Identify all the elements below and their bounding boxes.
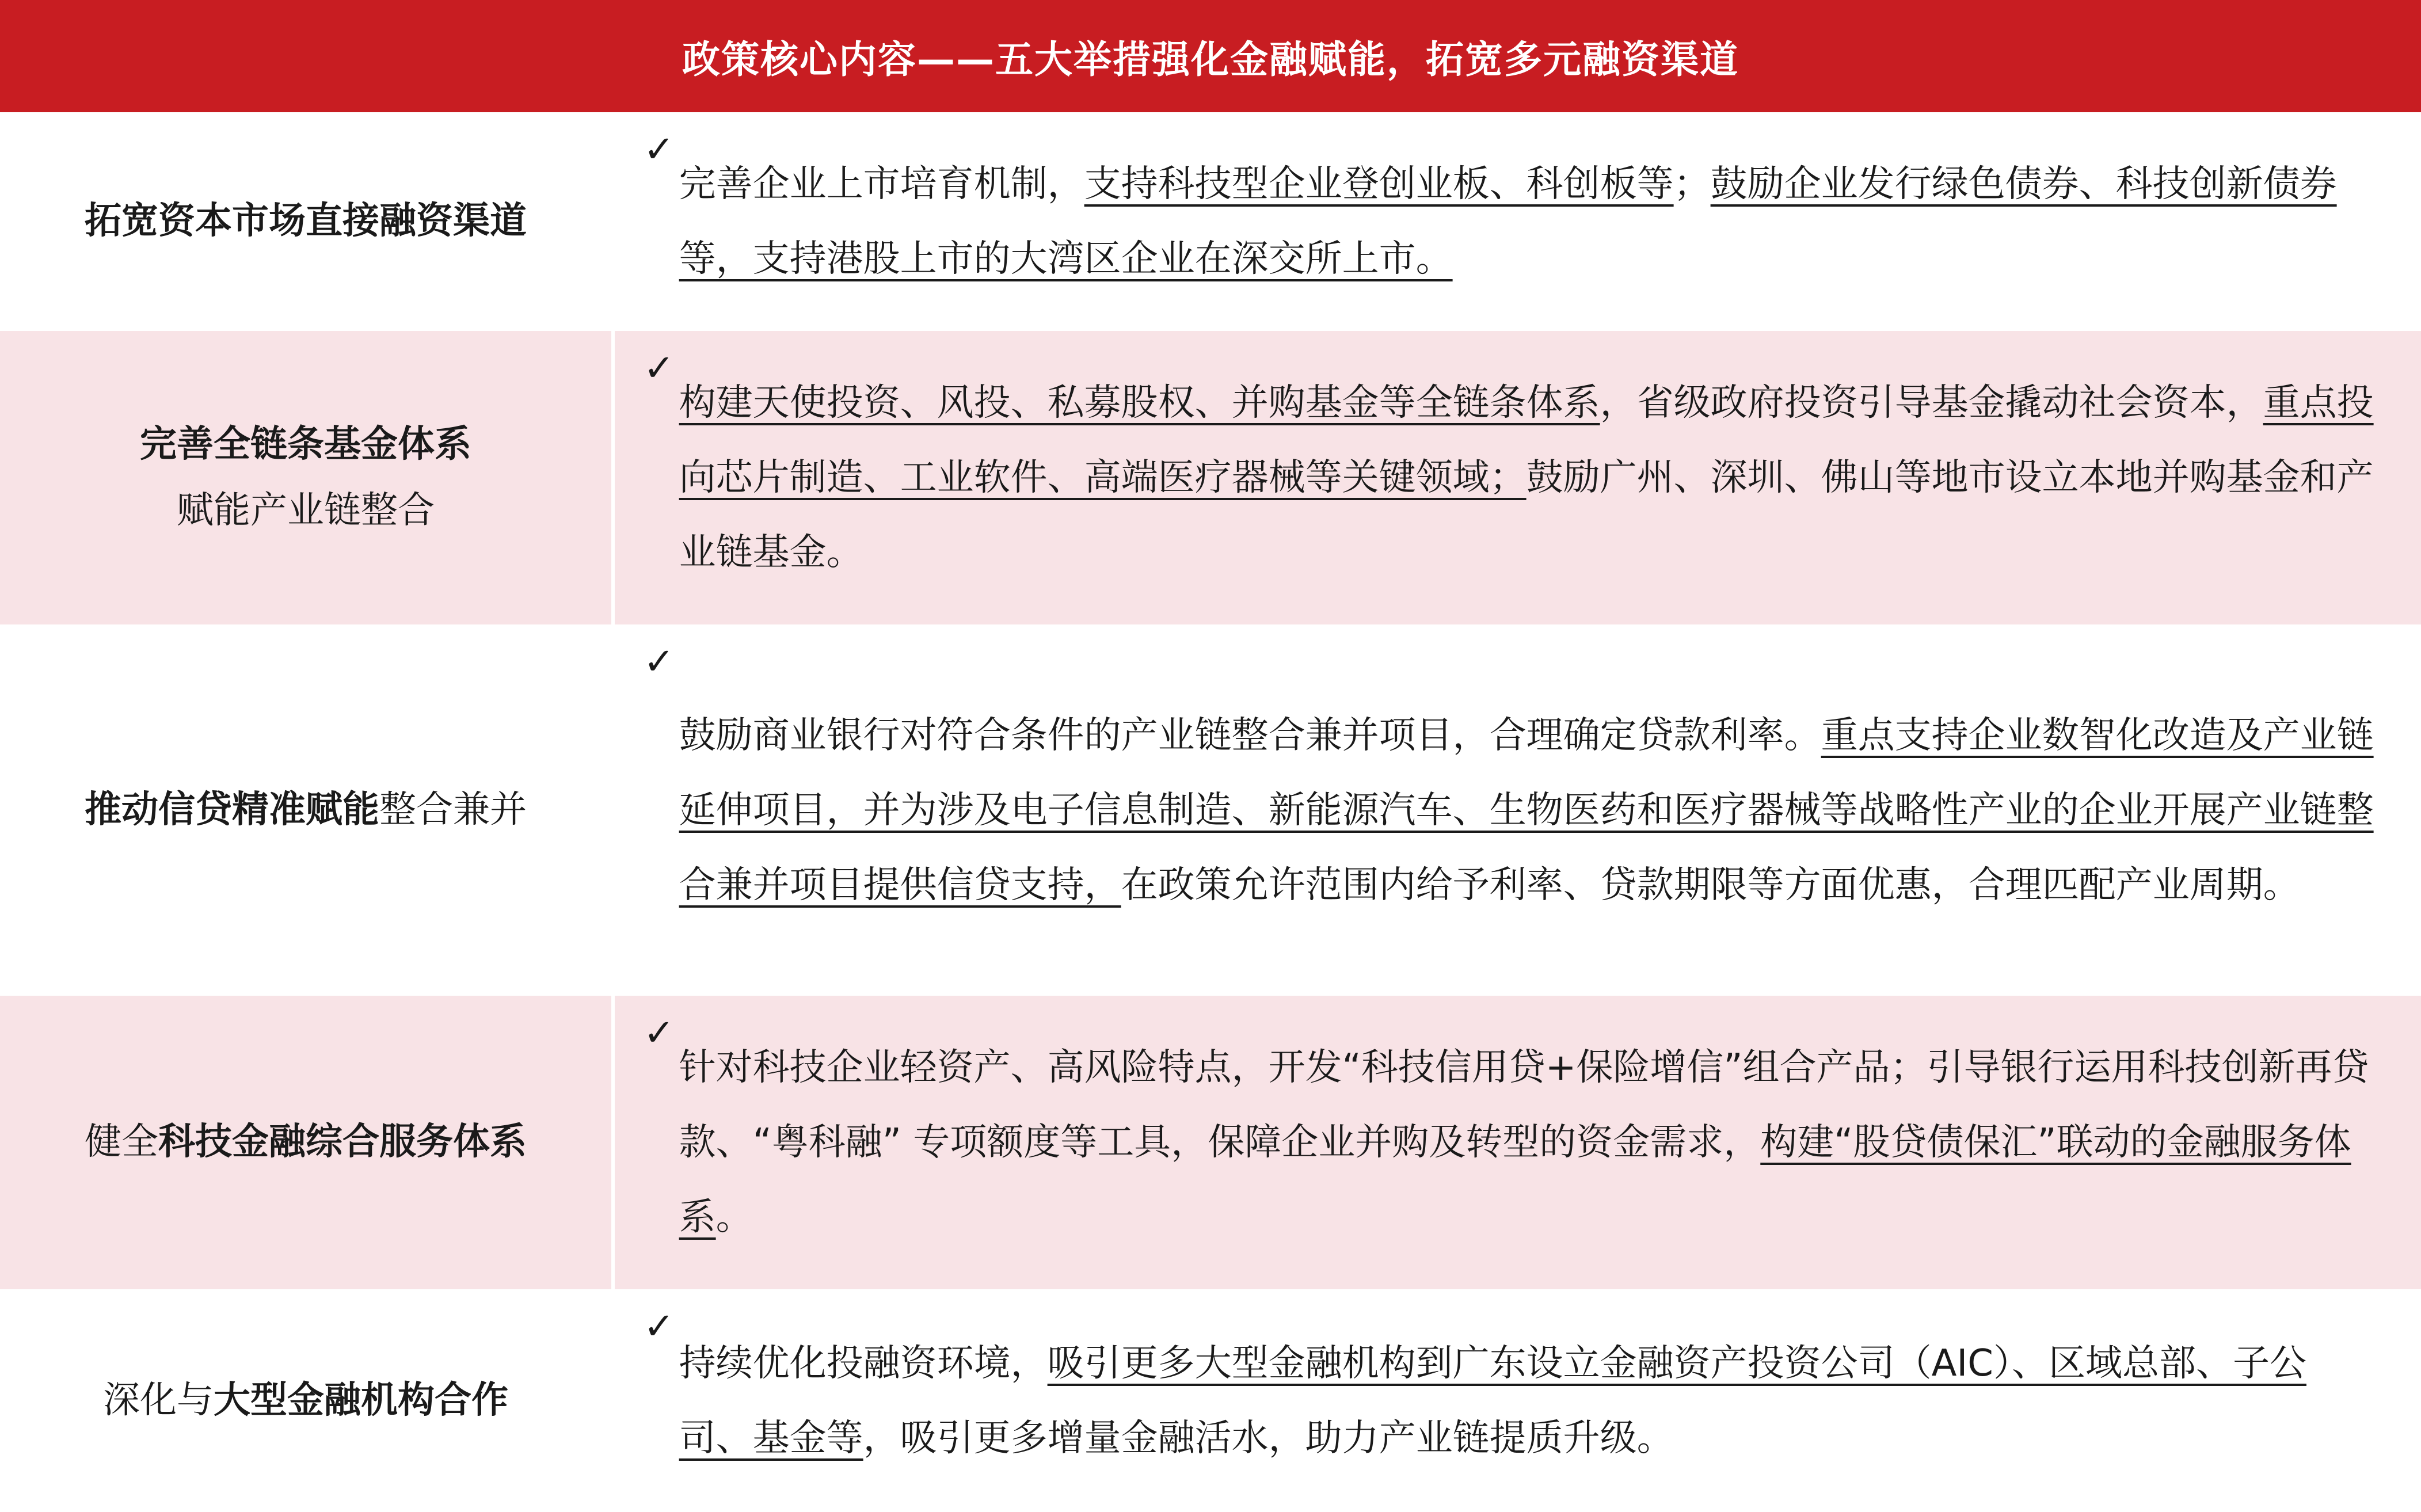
row-heading-title: 拓宽资本市场直接融资渠道 [85,200,527,243]
row-heading [0,112,611,331]
table-row [0,112,2421,331]
check-icon: ✓ [644,1012,675,1054]
row-content [615,1289,2421,1512]
table-row [0,1289,2421,1512]
row-heading-title: 健全科技金融综合服务体系 [85,1121,527,1164]
row-heading-title: 深化与大型金融机构合作 [103,1378,508,1422]
table-row [0,624,2421,996]
row-heading [0,996,611,1289]
check-icon: ✓ [644,347,675,390]
table-header [0,0,2421,112]
check-icon: ✓ [644,641,675,683]
check-icon: ✓ [644,128,675,171]
table-title: 政策核心内容——五大举措强化金融赋能，拓宽多元融资渠道 [682,37,1739,82]
row-content [615,112,2421,331]
row-heading-title: 完善全链条基金体系 [140,422,471,466]
row-heading-subtitle: 赋能产业链整合 [177,489,435,532]
row-heading [0,331,611,624]
row-text: 持续优化投融资环境，吸引更多大型金融机构到广东设立金融资产投资公司（AIC）、区域总部、子公司、基金等，吸引更多增量金融活水，助力产业链提质升级。 [679,1342,2306,1460]
row-heading [0,624,611,996]
table-row [0,996,2421,1289]
row-content [615,331,2421,624]
row-text: 鼓励商业银行对符合条件的产业链整合兼并项目，合理确定贷款利率。重点支持企业数智化改造及产业链延伸项目，并为涉及电子信息制造、新能源汽车、生物医药和医疗器械等战略性产业的企业开展产业链整合兼并项目提供信贷支持，在政策允许范围内给予利率、贷款期限等方面优惠，合理匹配产业周期。 [679,714,2374,907]
row-heading [0,1289,611,1512]
row-heading-title: 推动信贷精准赋能整合兼并 [85,788,527,831]
row-text: 构建天使投资、风投、私募股权、并购基金等全链条体系，省级政府投资引导基金撬动社会资本，重点投向芯片制造、工业软件、高端医疗器械等关键领域；鼓励广州、深圳、佛山等地市设立本地并购基金和产业链基金。 [679,382,2374,574]
row-text: 完善企业上市培育机制，支持科技型企业登创业板、科创板等；鼓励企业发行绿色债券、科技创新债券等，支持港股上市的大湾区企业在深交所上市。 [679,163,2337,280]
check-icon: ✓ [644,1305,675,1348]
row-content [615,624,2421,996]
table-row [0,331,2421,624]
row-text: 针对科技企业轻资产、高风险特点，开发“科技信用贷+保险增信”组合产品；引导银行运用科技创新再贷款、“粤科融” 专项额度等工具，保障企业并购及转型的资金需求，构建“股贷债保汇”联动的金融服务体系。 [679,1046,2369,1239]
row-content [615,996,2421,1289]
